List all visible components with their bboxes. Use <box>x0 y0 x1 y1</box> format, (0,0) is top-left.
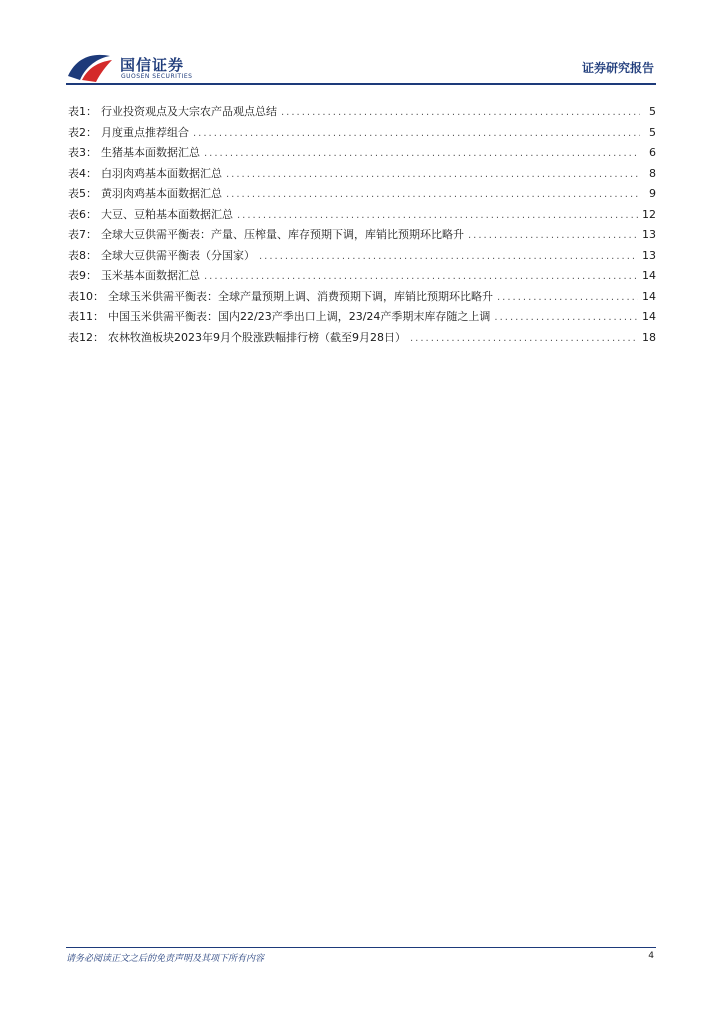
toc-entry-number: 表6： <box>68 207 97 221</box>
page-header <box>66 48 656 84</box>
toc-entry[interactable] <box>68 328 656 349</box>
toc-entry-page: 9 <box>649 187 656 200</box>
toc-dot-leader <box>204 144 640 165</box>
toc-dot-leader <box>226 185 640 206</box>
toc-entry[interactable] <box>68 266 656 287</box>
toc-entry-title: 生猪基本面数据汇总 <box>101 146 200 159</box>
toc-entry[interactable] <box>68 287 656 308</box>
toc-dot-leader <box>494 308 638 329</box>
toc-entry-title: 全球大豆供需平衡表：产量、压榨量、库存预期下调，库销比预期环比略升 <box>101 228 464 241</box>
toc-dot-leader <box>468 226 638 247</box>
toc-entry-page: 14 <box>642 289 656 303</box>
toc-entry-number: 表11： <box>68 310 104 323</box>
toc-entry-page: 5 <box>649 105 656 118</box>
toc-entry-number: 表1： <box>68 105 97 118</box>
toc-entry-page: 8 <box>649 166 656 180</box>
toc-entry-page: 13 <box>642 248 656 262</box>
toc-entry-number: 表9： <box>68 269 97 282</box>
disclaimer-text: 请务必阅读正文之后的免责声明及其项下所有内容 <box>66 954 265 964</box>
toc-entry-number: 表2： <box>68 125 97 139</box>
toc-entry[interactable] <box>68 225 656 246</box>
toc-entry-title: 行业投资观点及大宗农产品观点总结 <box>101 105 277 118</box>
toc-entry-number: 表5： <box>68 187 97 200</box>
toc-entry-title: 全球玉米供需平衡表：全球产量预期上调、消费预期下调，库销比预期环比略升 <box>108 289 493 303</box>
toc-dot-leader <box>259 247 638 268</box>
toc-entry-number: 表3： <box>68 146 97 159</box>
toc-dot-leader <box>281 103 640 124</box>
toc-entry-title: 农林牧渔板块2023年9月个股涨跌幅排行榜（截至9月28日） <box>108 330 406 344</box>
toc-entry-page: 5 <box>649 125 656 139</box>
toc-entry-page: 12 <box>642 207 656 221</box>
toc-entry-page: 14 <box>642 269 656 282</box>
toc-entry[interactable] <box>68 102 656 123</box>
toc-dot-leader <box>237 206 638 227</box>
guosen-logo-icon <box>66 50 114 84</box>
toc-dot-leader <box>204 267 638 288</box>
toc-entry-number: 表12： <box>68 330 104 344</box>
toc-entry[interactable] <box>68 205 656 226</box>
toc-entry[interactable] <box>68 143 656 164</box>
toc-entry[interactable] <box>68 307 656 328</box>
toc-dot-leader <box>410 329 638 350</box>
toc-dot-leader <box>226 165 640 186</box>
toc-entry-page: 6 <box>649 146 656 159</box>
table-of-tables <box>68 102 656 348</box>
header-divider <box>66 83 656 85</box>
toc-entry-number: 表7： <box>68 228 97 241</box>
toc-entry-number: 表4： <box>68 166 97 180</box>
logo-chinese-name: 国信证券 <box>120 56 185 74</box>
toc-entry-page: 13 <box>642 228 656 241</box>
toc-entry[interactable] <box>68 123 656 144</box>
toc-entry-page: 14 <box>642 310 656 323</box>
toc-entry-title: 月度重点推荐组合 <box>101 125 189 139</box>
toc-entry-number: 表8： <box>68 248 97 262</box>
report-type-label: 证券研究报告 <box>581 61 654 75</box>
toc-entry-title: 玉米基本面数据汇总 <box>101 269 200 282</box>
footer-divider <box>66 947 656 948</box>
toc-entry-title: 白羽肉鸡基本面数据汇总 <box>101 166 222 180</box>
toc-entry-title: 大豆、豆粕基本面数据汇总 <box>101 207 233 221</box>
guosen-logo <box>66 50 206 84</box>
toc-entry[interactable] <box>68 184 656 205</box>
toc-entry-title: 全球大豆供需平衡表（分国家） <box>101 248 255 262</box>
toc-dot-leader <box>193 124 640 145</box>
page-number: 4 <box>648 951 654 961</box>
toc-entry-page: 18 <box>642 330 656 344</box>
toc-entry[interactable] <box>68 164 656 185</box>
toc-entry-title: 黄羽肉鸡基本面数据汇总 <box>101 187 222 200</box>
toc-entry-title: 中国玉米供需平衡表：国内22/23产季出口上调，23/24产季期末库存随之上调 <box>108 310 491 323</box>
toc-entry[interactable] <box>68 246 656 267</box>
toc-dot-leader <box>497 288 638 309</box>
logo-english-name: GUOSEN SECURITIES <box>121 73 193 80</box>
toc-entry-number: 表10： <box>68 289 104 303</box>
